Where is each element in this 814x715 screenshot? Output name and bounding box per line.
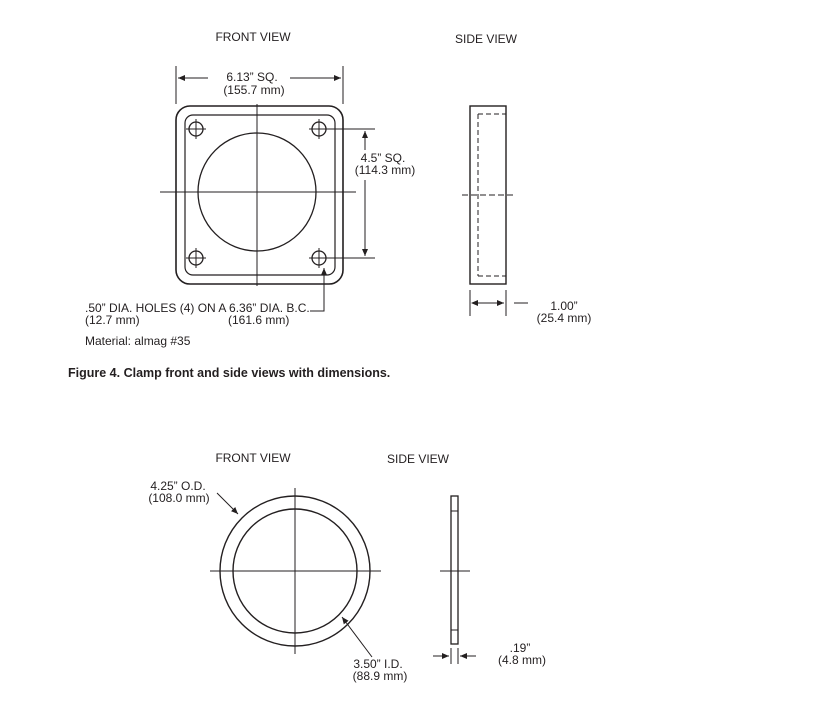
fig5-side-view-title: SIDE VIEW — [386, 452, 450, 466]
fig5-front-view-title: FRONT VIEW — [215, 451, 291, 465]
fig4-bolt-square-mm-label: (114.3 mm) — [354, 163, 416, 177]
fig5-thickness-mm-label: (4.8 mm) — [498, 653, 546, 667]
fig4-bolt-hole-tl — [186, 119, 206, 139]
fig4-width-label: 6.13” SQ. — [226, 70, 278, 84]
fig4-side-view-title: SIDE VIEW — [454, 32, 518, 46]
figure-4-clamp — [68, 30, 591, 380]
fig4-side-view — [462, 106, 516, 284]
fig5-id-mm-label: (88.9 mm) — [352, 669, 408, 683]
fig5-ring-side-view — [440, 496, 470, 644]
fig5-od-mm-label: (108.0 mm) — [148, 491, 210, 505]
fig4-bolt-square-dimension — [329, 129, 415, 258]
fig4-bolt-hole-br — [309, 248, 329, 268]
fig5-id-leader — [342, 617, 372, 657]
fig5-thickness-dimension — [433, 641, 546, 667]
fig4-bolt-square-label: 4.5” SQ. — [360, 151, 406, 165]
fig4-width-mm-label: (155.7 mm) — [223, 83, 285, 97]
fig5-od-leader — [217, 493, 238, 514]
fig4-bolt-hole-tr — [309, 119, 329, 139]
fig4-bc-mm: (161.6 mm) — [228, 313, 290, 327]
fig5-thickness-label: .19” — [509, 641, 531, 655]
figure-5-ring — [148, 451, 546, 683]
fig4-front-view-title: FRONT VIEW — [215, 30, 291, 44]
fig4-thickness-mm-label: (25.4 mm) — [536, 311, 592, 325]
fig4-thickness-dimension — [470, 290, 591, 325]
fig4-holes-note: .50” DIA. HOLES (4) ON A 6.36” DIA. B.C. — [85, 301, 310, 315]
fig4-caption: Figure 4. Clamp front and side views with dimensions. — [68, 366, 391, 380]
fig4-material: Material: almag #35 — [85, 334, 191, 348]
fig5-ring-front-view — [210, 488, 381, 654]
fig4-holes-dia-mm: (12.7 mm) — [85, 313, 140, 327]
fig4-width-dimension — [176, 66, 343, 104]
fig5-id-label: 3.50” I.D. — [353, 657, 403, 671]
fig5-od-label: 4.25” O.D. — [150, 479, 206, 493]
fig4-bolt-hole-bl — [186, 248, 206, 268]
fig4-thickness-label: 1.00” — [550, 299, 578, 313]
